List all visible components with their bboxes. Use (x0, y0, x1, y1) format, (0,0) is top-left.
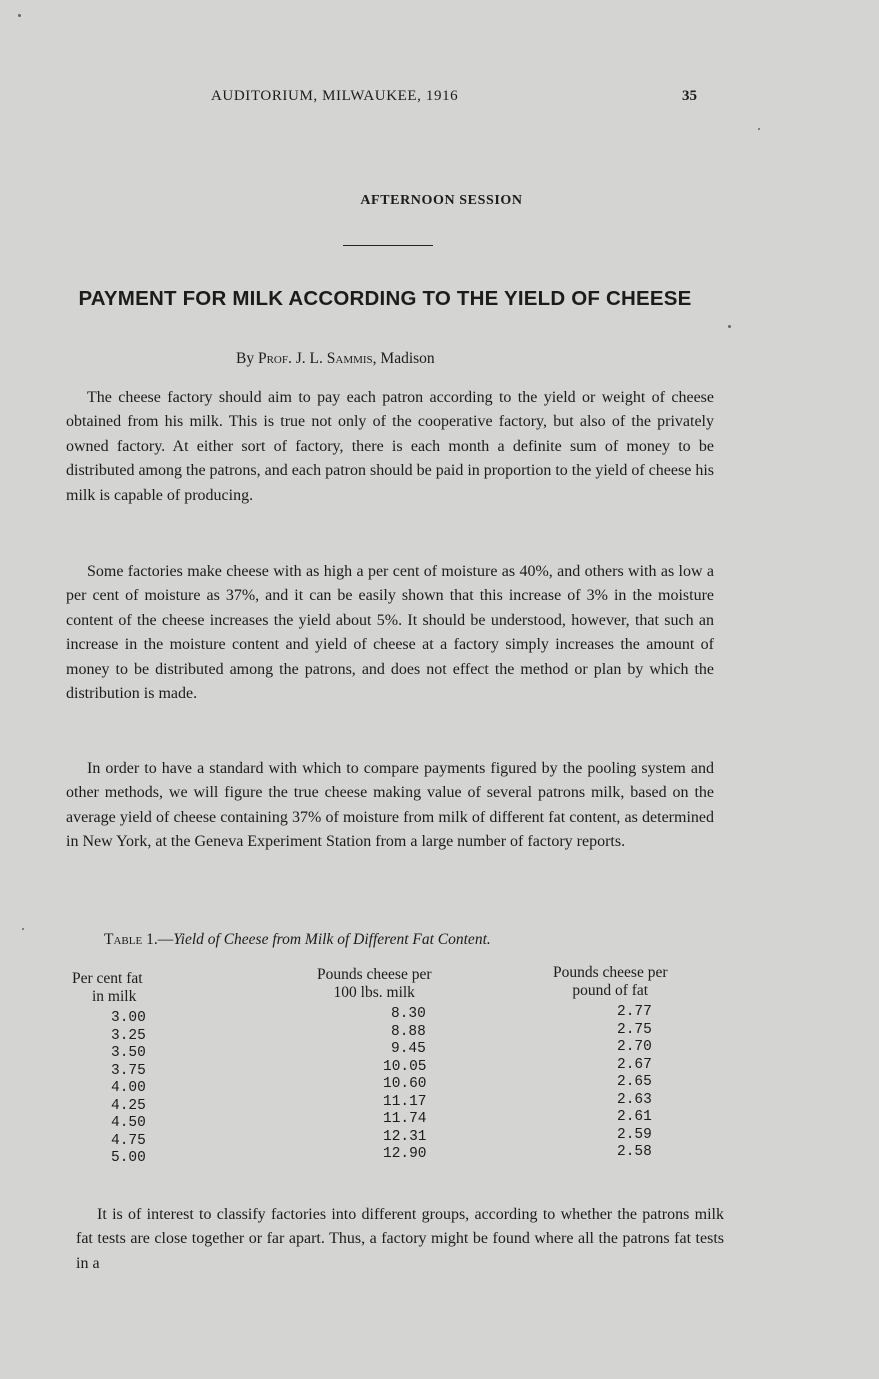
byline-surname: Sammis, (326, 350, 377, 367)
table-header-fat (72, 970, 143, 1006)
table-cell: 2.77 (617, 1004, 652, 1020)
byline (236, 350, 435, 368)
article-title: PAYMENT FOR MILK ACCORDING TO THE YIELD OF CHEESE (78, 287, 692, 310)
paragraph-3 (66, 757, 714, 855)
table-cell: 2.59 (617, 1126, 652, 1143)
table-cell: 10.60 (383, 1076, 427, 1092)
table-cell: 8.30 (391, 1006, 426, 1022)
table-column-cheese-per-100 (383, 1006, 427, 1164)
table-cell: 2.75 (617, 1021, 652, 1038)
session-heading-text: AFTERNOON SESSION (360, 193, 523, 208)
scan-speck (18, 14, 21, 17)
running-head: AUDITORIUM, MILWAUKEE, 1916 (211, 88, 459, 104)
table-cell: 12.31 (383, 1128, 427, 1145)
paragraph-text: It is of interest to classify factories into different groups, according to whether the patrons milk fat tests are close together or far apart. Thus, a factory might be found where all the patrons fat tests in a (76, 1206, 724, 1272)
table-cell: 2.67 (617, 1056, 652, 1073)
table-cell: 4.25 (111, 1097, 146, 1114)
table-column-fat (111, 1010, 146, 1168)
byline-initials: J. L. (295, 350, 323, 367)
table-cell: 3.00 (111, 1010, 146, 1026)
paragraph-4 (76, 1203, 724, 1276)
table-label: Table (104, 931, 143, 948)
scan-speck (758, 128, 760, 130)
table-cell: 4.00 (111, 1080, 146, 1096)
table-caption (104, 931, 491, 949)
table-cell: 2.70 (617, 1039, 652, 1055)
table-column-cheese-per-fat (617, 1004, 652, 1162)
table-header-line: pound of fat (572, 982, 649, 999)
table-cell: 5.00 (111, 1150, 146, 1166)
table-cell: 4.75 (111, 1132, 146, 1149)
byline-place: Madison (380, 350, 435, 367)
table-cell: 2.61 (617, 1109, 652, 1125)
scan-speck (728, 325, 731, 328)
session-heading (0, 193, 879, 209)
table-header-cheese-per-100 (317, 966, 432, 1002)
table-caption-text: Yield of Cheese from Milk of Different Fat Content. (173, 931, 491, 948)
table-cell: 2.58 (617, 1144, 652, 1160)
table-cell: 10.05 (383, 1058, 427, 1075)
table-header-line: Pounds cheese per (317, 966, 432, 983)
table-cell: 3.25 (111, 1027, 146, 1044)
table-cell: 11.17 (383, 1093, 427, 1110)
paragraph-text: Some factories make cheese with as high a per cent of moisture as 40%, and others with as low a per cent of moisture as 37%, and it can be easily shown that this increase of 3% in the moisture content of the cheese increases the yield about 5%. It should be understood, however, that such an increase in the moisture content and yield of cheese at a factory simply increases the amount of money to be distributed among the patrons, and does not effect the method or plan by which the distribution is made. (66, 563, 714, 703)
paragraph-text: The cheese factory should aim to pay each patron according to the yield or weight of cheese obtained from his milk. This is true not only of the cooperative factory, but also of the privately owned factory. At either sort of factory, there is each month a definite sum of money to be distributed among the patrons, and each patron should be paid in proportion to the yield of cheese his milk is capable of producing. (66, 389, 714, 504)
table-header-cheese-per-fat (553, 964, 668, 1000)
table-header-line: Pounds cheese per (553, 964, 668, 981)
table-cell: 11.74 (383, 1111, 427, 1127)
scan-speck (22, 928, 24, 930)
table-cell: 12.90 (383, 1146, 427, 1162)
table-cell: 9.45 (391, 1041, 426, 1057)
table-header-line: in milk (92, 988, 137, 1005)
table-cell: 8.88 (391, 1023, 426, 1040)
table-number: 1.— (146, 931, 174, 948)
table-cell: 3.75 (111, 1062, 146, 1079)
table-cell: 2.63 (617, 1091, 652, 1108)
page-number: 35 (682, 88, 697, 104)
table-cell: 2.65 (617, 1074, 652, 1090)
table-cell: 3.50 (111, 1045, 146, 1061)
section-divider (343, 245, 433, 246)
paragraph-text: In order to have a standard with which to compare payments figured by the pooling system and other methods, we will figure the true cheese making value of several patrons milk, based on the average yield of cheese containing 37% of moisture from milk of different fat content, as determined in New York, at the Geneva Experiment Station from a large number of factory reports. (66, 760, 714, 851)
byline-prefix: By (236, 350, 255, 367)
table-header-line: Per cent fat (72, 970, 143, 987)
paragraph-1 (66, 386, 714, 508)
paragraph-2 (66, 560, 714, 706)
table-header-line: 100 lbs. milk (333, 984, 415, 1001)
byline-title: Prof. (257, 350, 292, 367)
table-cell: 4.50 (111, 1115, 146, 1131)
